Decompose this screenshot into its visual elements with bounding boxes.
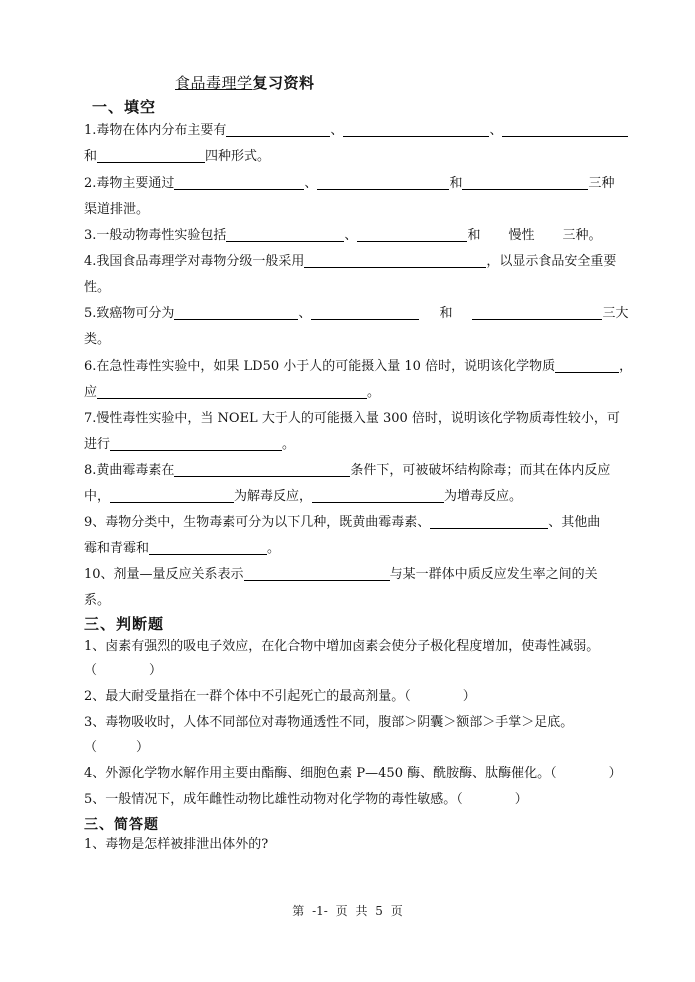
tf-question-5: 5、一般情况下，成年雌性动物比雄性动物对化学物的毒性敏感。（ ） xyxy=(84,792,528,807)
fill-question-4: 4.我国食品毒理学对毒物分级一般采用 ，以显示食品安全重要 xyxy=(84,254,617,269)
fill-question-6: 6.在急性毒性实验中，如果 LD50 小于人的可能摄入量 10 倍时，说明该化学物质 ， xyxy=(84,359,633,374)
answer-blank[interactable] xyxy=(472,305,602,320)
fill-question-9-cont: 霉和青霉和 。 xyxy=(84,541,281,556)
tf-answer-paren-4[interactable]: （ ） xyxy=(550,766,622,781)
answer-blank[interactable] xyxy=(226,122,330,137)
fill-question-4-cont: 性。 xyxy=(84,280,111,295)
document-title xyxy=(175,72,315,93)
fill-question-8-cont: 中， 为解毒反应， 为增毒反应。 xyxy=(84,489,523,504)
fill-question-5: 5.致癌物可分为 、 和 三大 xyxy=(84,306,629,321)
tf-question-1: 1、卤素有强烈的吸电子效应，在化合物中增加卤素会使分子极化程度增加，使毒性减弱。 xyxy=(84,639,600,654)
fill-question-2-cont: 渠道排泄。 xyxy=(84,202,150,217)
short-answer-question-1: 1、毒物是怎样被排泄出体外的? xyxy=(84,837,269,852)
fill-question-9: 9、毒物分类中，生物毒素可分为以下几种，既黄曲霉毒素、 、其他曲 xyxy=(84,515,601,530)
tf-answer-paren-1[interactable]: （ ） xyxy=(84,663,163,678)
answer-blank[interactable] xyxy=(462,175,588,190)
tf-answer-paren-2[interactable]: （ ） xyxy=(404,689,476,704)
tf-question-2: 2、最大耐受量指在一群个体中不引起死亡的最高剂量。（ ） xyxy=(84,689,476,704)
title-underlined: 食品毒理学 xyxy=(175,74,253,92)
fill-question-10: 10、剂量—量反应关系表示 与某一群体中质反应发生率之间的关 xyxy=(84,567,598,582)
answer-blank[interactable] xyxy=(226,227,344,242)
section-heading-true-false: 三、判断题 xyxy=(84,615,165,633)
fill-question-8: 8.黄曲霉毒素在 条件下，可被破坏结构除毒；而其在体内反应 xyxy=(84,463,611,478)
fill-question-1: 1.毒物在体内分布主要有 、 、 xyxy=(84,122,640,140)
answer-blank[interactable] xyxy=(311,305,419,320)
answer-blank[interactable] xyxy=(174,462,350,477)
tf-question-3: 3、毒物吸收时，人体不同部位对毒物通透性不同，腹部＞阴囊＞额部＞手掌＞足底。 xyxy=(84,715,574,730)
section-heading-short-answer: 三、简答题 xyxy=(84,817,159,833)
answer-blank[interactable] xyxy=(555,358,619,373)
page-footer: 第 -1- 页 共 5 页 xyxy=(292,904,403,918)
answer-blank[interactable] xyxy=(317,175,449,190)
tf-answer-paren-3[interactable]: （ ） xyxy=(84,740,150,755)
fill-question-10-cont: 系。 xyxy=(84,593,111,608)
answer-blank[interactable] xyxy=(110,436,282,451)
answer-blank[interactable] xyxy=(174,175,304,190)
fill-question-2: 2.毒物主要通过 、 和 三种 xyxy=(84,176,615,191)
answer-blank[interactable] xyxy=(304,253,486,268)
fill-question-1-cont: 和 四种形式。 xyxy=(84,149,271,164)
fill-question-5-cont: 类。 xyxy=(84,332,111,347)
fill-question-7: 7.慢性毒性实验中，当 NOEL 大于人的可能摄入量 300 倍时，说明该化学物质毒性较小，可 xyxy=(84,411,620,426)
fill-question-3: 3.一般动物毒性实验包括 、 和 慢性 三种。 xyxy=(84,228,602,243)
answer-blank[interactable] xyxy=(357,227,467,242)
answer-blank[interactable] xyxy=(97,384,367,399)
section-heading-fill-blank: 一、填空 xyxy=(92,98,157,116)
fill-question-7-cont: 进行 。 xyxy=(84,437,296,452)
tf-question-4: 4、外源化学物水解作用主要由酯酶、细胞色素 P—450 酶、酰胺酶、肽酶催化。（ ） xyxy=(84,766,622,781)
answer-blank[interactable] xyxy=(110,488,234,503)
answer-blank[interactable] xyxy=(97,148,205,163)
answer-blank[interactable] xyxy=(244,566,390,581)
answer-blank[interactable] xyxy=(502,122,628,137)
fill-question-6-cont: 应 。 xyxy=(84,385,381,400)
answer-blank[interactable] xyxy=(343,122,489,137)
title-bold: 复习资料 xyxy=(252,74,315,92)
tf-answer-paren-5[interactable]: （ ） xyxy=(456,792,528,807)
answer-blank[interactable] xyxy=(149,540,267,555)
answer-blank[interactable] xyxy=(312,488,444,503)
answer-blank[interactable] xyxy=(174,305,298,320)
answer-blank[interactable] xyxy=(430,514,548,529)
